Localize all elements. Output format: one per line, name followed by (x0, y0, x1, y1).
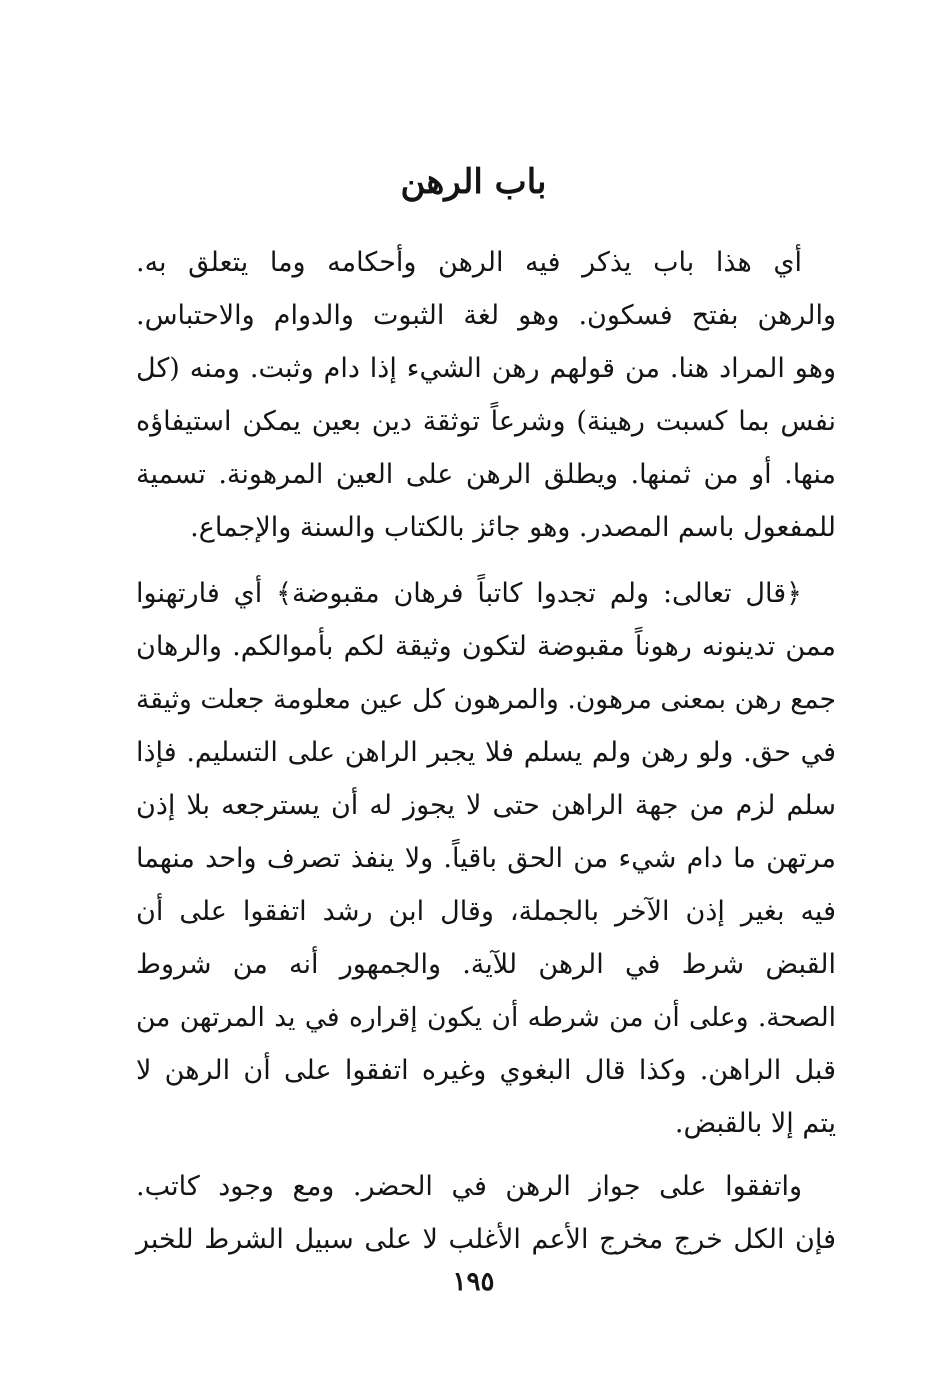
text-line: ممن تدينونه رهوناً مقبوضة لتكون وثيقة لكم بأموالكم. والرهان (136, 631, 836, 662)
text-line: أي هذا باب يذكر فيه الرهن وأحكامه وما يتعلق به. (136, 247, 802, 278)
text-line: في حق. ولو رهن ولم يسلم فلا يجبر الراهن على التسليم. فإذا (136, 737, 836, 768)
text-line: القبض شرط في الرهن للآية. والجمهور أنه من شروط (136, 949, 836, 980)
text-line: مرتهن ما دام شيء من الحق باقياً. ولا ينفذ تصرف واحد منهما (136, 843, 836, 874)
text-line: الصحة. وعلى أن من شرطه أن يكون إقراره في يد المرتهن من (136, 1002, 836, 1033)
paragraph-2 (136, 567, 836, 1150)
paragraph-3 (136, 1160, 836, 1266)
page-number: ١٩٥ (452, 1267, 495, 1297)
text-line: قبل الراهن. وكذا قال البغوي وغيره اتفقوا على أن الرهن لا (136, 1055, 836, 1086)
text-line: وهو المراد هنا. من قولهم رهن الشيء إذا دام وثبت. ومنه (كل (136, 353, 836, 384)
text-line: ﴿قال تعالى: ولم تجدوا كاتباً فرهان مقبوضة﴾ أي فارتهنوا (136, 578, 802, 609)
text-line: جمع رهن بمعنى مرهون. والمرهون كل عين معلومة جعلت وثيقة (136, 684, 836, 715)
paragraph-1 (136, 236, 836, 554)
text-line: منها. أو من ثمنها. ويطلق الرهن على العين المرهونة. تسمية (136, 459, 836, 490)
text-line: للمفعول باسم المصدر. وهو جائز بالكتاب والسنة والإجماع. (190, 512, 836, 543)
text-line: والرهن بفتح فسكون. وهو لغة الثبوت والدوام والاحتباس. (136, 300, 836, 331)
text-line: فإن الكل خرج مخرج الأعم الأغلب لا على سبيل الشرط للخبر (136, 1224, 836, 1255)
text-line: واتفقوا على جواز الرهن في الحضر. ومع وجود كاتب. (136, 1171, 802, 1202)
chapter-title: باب الرهن (400, 162, 547, 202)
text-line: نفس بما كسبت رهينة) وشرعاً توثقة دين بعين يمكن استيفاؤه (136, 406, 836, 437)
text-line: فيه بغير إذن الآخر بالجملة، وقال ابن رشد اتفقوا على أن (136, 896, 836, 927)
text-line: يتم إلا بالقبض. (674, 1108, 836, 1139)
text-line: سلم لزم من جهة الراهن حتى لا يجوز له أن يسترجعه بلا إذن (136, 790, 836, 821)
